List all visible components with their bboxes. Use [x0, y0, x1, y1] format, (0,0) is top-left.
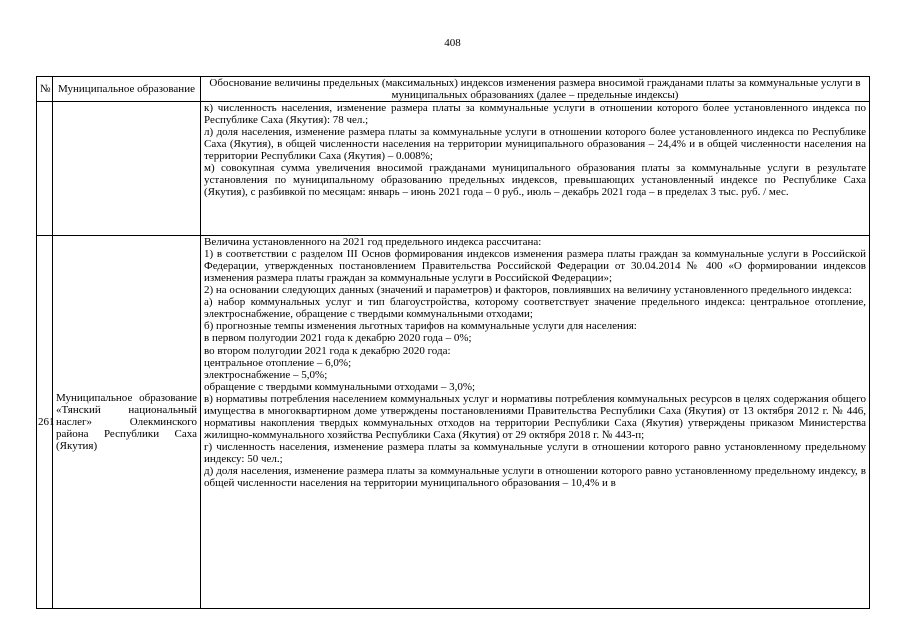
- paragraph: Величина установленного на 2021 год предельного индекса рассчитана:: [204, 236, 542, 249]
- paragraph: г) численность населения, изменение размера платы за коммунальные услуги в отношении которого равно установленному предельному индексу: 50 чел.;: [204, 440, 866, 465]
- table-row: [37, 236, 870, 609]
- header-municipality: Муниципальное образование: [53, 77, 201, 102]
- row-municipality: [53, 102, 201, 236]
- paragraph: во втором полугодии 2021 года к декабрю 2020 года:: [204, 344, 451, 357]
- table-row: [37, 102, 870, 236]
- paragraph: 1) в соответствии с разделом III Основ формирования индексов изменения размера платы граждан за коммунальные услуги в Российской Федерации, утвержденных постановлением Правительства Российской Федерации от 30.04.2014 № 400 «О формировании индексов изменения размера платы граждан за коммунальные услуги в Российской Федерации»;: [204, 248, 866, 285]
- index-justification-table: [36, 76, 870, 609]
- paragraph: центральное отопление – 6,0%;: [204, 356, 352, 369]
- paragraph: к) численность населения, изменение размера платы за коммунальные услуги в отношении которого более установленного индекса по Республике Саха (Якутия): 78 чел.;: [204, 102, 866, 127]
- row-municipality: Муниципальное образование «Тянский национальный наслег» Олекминского района Республики Саха (Якутия): [53, 236, 201, 609]
- header-justification: Обоснование величины предельных (максимальных) индексов изменения размера вносимой гражданами платы за коммунальные услуги в муниципальных образованиях (далее – предельные индексы): [201, 77, 870, 102]
- row-number: 261: [37, 236, 53, 609]
- paragraph: в) нормативы потребления населением коммунальных услуг и нормативы потребления коммунальных ресурсов в целях содержания общего имущества в многоквартирном доме утверждены постановлениями Правительства Республики Саха (Якутия) от 13 октября 2012 г. № 446, нормативы накопления твердых коммунальных отходов на территории Республики Саха (Якутия) утверждены приказом Министерства жилищно-коммунального хозяйства Республики Саха (Якутия) от 29 октября 2018 г. № 443-п;: [204, 392, 866, 441]
- page-number: 408: [444, 37, 461, 49]
- paragraph: д) доля населения, изменение размера платы за коммунальные услуги в отношении которого равно установленному предельному индексу, в общей численности населения на территории муниципального образования – 10,4% и в: [204, 464, 866, 490]
- paragraph: электроснабжение – 5,0%;: [204, 368, 328, 381]
- paragraph: а) набор коммунальных услуг и тип благоустройства, которому соответствует значение предельного индекса: центральное отопление, электроснабжение, обращение с твердыми коммунальными отходами;: [204, 296, 866, 321]
- header-num: №: [37, 77, 53, 102]
- row-justification: [201, 102, 870, 236]
- paragraph: б) прогнозные темпы изменения льготных тарифов на коммунальные услуги для населения:: [204, 320, 637, 333]
- paragraph: л) доля населения, изменение размера платы за коммунальные услуги в отношении которого более установленного индекса по Республике Саха (Якутия), в общей численности населения на территории муниципального образования – 24,4% и в общей численности населения на территории Республики Саха (Якутия) – 0.008%;: [204, 126, 866, 163]
- paragraph: м) совокупная сумма увеличения вносимой гражданами муниципального образования платы за коммунальные услуги в результате установления по муниципальному образованию предельных индексов, превышающих установленный индексе по Республике Саха (Якутия), с разбивкой по месяцам: январь – июнь 2021 года – 0 руб., июль – декабрь 2021 года – в пределах 3 тыс. руб. / мес.: [204, 162, 866, 199]
- row-number: [37, 102, 53, 236]
- paragraph: 2) на основании следующих данных (значений и параметров) и факторов, повлиявших на величину установленного предельного индекса:: [204, 284, 852, 297]
- paragraph: обращение с твердыми коммунальными отходами – 3,0%;: [204, 380, 476, 393]
- table-header-row: [37, 77, 870, 102]
- paragraph: в первом полугодии 2021 года к декабрю 2020 года – 0%;: [204, 332, 472, 345]
- row-justification: [201, 236, 870, 609]
